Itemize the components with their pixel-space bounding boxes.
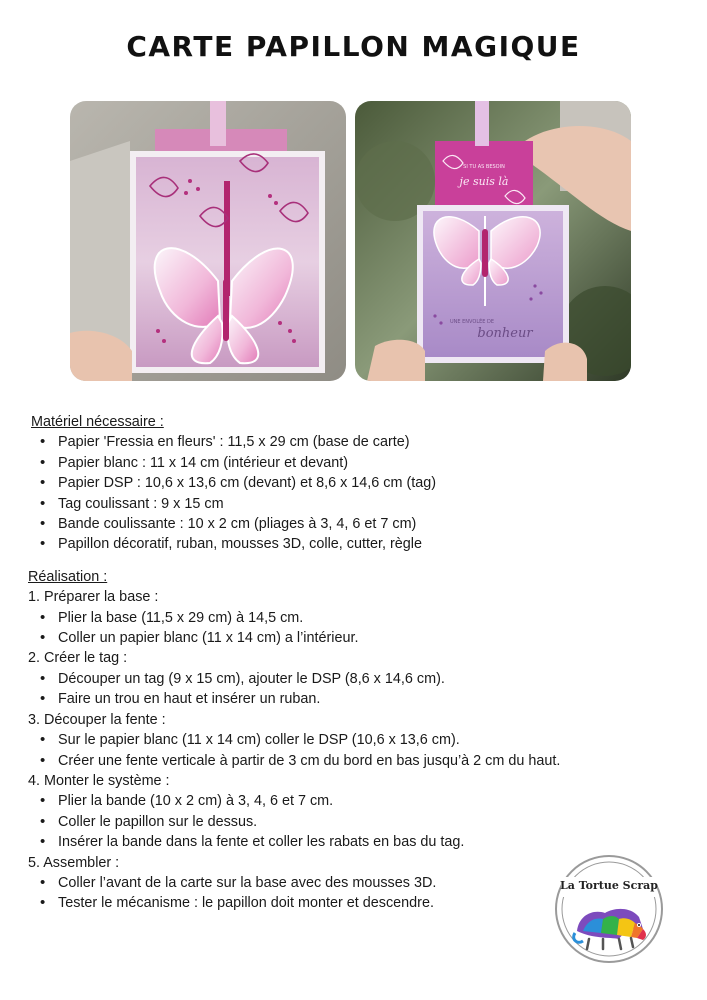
chameleon-logo-icon: [553, 853, 665, 965]
step-item: • Coller un papier blanc (11 x 14 cm) a l’intérieur.: [31, 628, 688, 648]
butterfly-card-photo-left: [70, 101, 346, 381]
materials-item: • Papier 'Fressia en fleurs' : 11,5 x 29 cm (base de carte): [31, 432, 688, 452]
step-item: • Faire un trou en haut et insérer un ruban.: [31, 689, 688, 709]
page-title: CARTE PAPILLON MAGIQUE: [126, 30, 581, 63]
photo-left-drawing: [70, 101, 346, 381]
step-item: • Découper un tag (9 x 15 cm), ajouter le DSP (8,6 x 14,6 cm).: [31, 669, 688, 689]
photo-right-drawing: [355, 101, 631, 381]
materials-list: [28, 432, 688, 554]
materials-item: • Papier blanc : 11 x 14 cm (intérieur et devant): [31, 453, 688, 473]
realisation-heading: Réalisation :: [28, 568, 108, 585]
materials-item: • Papier DSP : 10,6 x 13,6 cm (devant) et 8,6 x 14,6 cm (tag): [31, 473, 688, 493]
right-card-text-bottom-small: UNE ENVOLÉE DE: [450, 319, 495, 325]
step-list: [28, 608, 688, 649]
step-item: • Sur le papier blanc (11 x 14 cm) coller le DSP (10,6 x 13,6 cm).: [31, 730, 688, 750]
step-item: • Plier la bande (10 x 2 cm) à 3, 4, 6 et 7 cm.: [31, 791, 688, 811]
step-list: [28, 669, 688, 710]
butterfly-card-photo-right: [355, 101, 631, 381]
step-title: 4. Monter le système :: [28, 772, 170, 789]
step-title: 1. Préparer la base :: [28, 589, 159, 606]
step-title: 5. Assembler :: [28, 854, 120, 871]
step-title: 3. Découper la fente :: [28, 711, 166, 728]
instructions: [28, 412, 688, 914]
right-card-text-top: SI TU AS BESOIN: [463, 164, 505, 170]
right-card-text-bottom-script: bonheur: [477, 326, 533, 341]
step-list: [28, 730, 688, 771]
logo-text: La Tortue Scrap: [560, 879, 658, 892]
step-item: • Créer une fente verticale à partir de 3 cm du bord en bas jusqu’à 2 cm du haut.: [31, 751, 688, 771]
materials-item: • Papillon décoratif, ruban, mousses 3D, colle, cutter, règle: [31, 534, 688, 554]
brand-logo: [553, 853, 665, 965]
step-item: • Tester le mécanisme : le papillon doit monter et descendre.: [31, 893, 688, 913]
materials-item: • Tag coulissant : 9 x 15 cm: [31, 494, 688, 514]
right-card-text-script: je suis là: [459, 175, 509, 188]
step-item: • Insérer la bande dans la fente et coller les rabats en bas du tag.: [31, 832, 688, 852]
materials-heading: Matériel nécessaire :: [31, 414, 164, 430]
step-title: 2. Créer le tag :: [28, 650, 128, 667]
step-item: • Plier la base (11,5 x 29 cm) à 14,5 cm.: [31, 608, 688, 628]
step-item: • Coller l’avant de la carte sur la base avec des mousses 3D.: [31, 873, 688, 893]
step-item: • Coller le papillon sur le dessus.: [31, 812, 688, 832]
materials-item: • Bande coulissante : 10 x 2 cm (pliages à 3, 4, 6 et 7 cm): [31, 514, 688, 534]
step-list: [28, 791, 688, 852]
